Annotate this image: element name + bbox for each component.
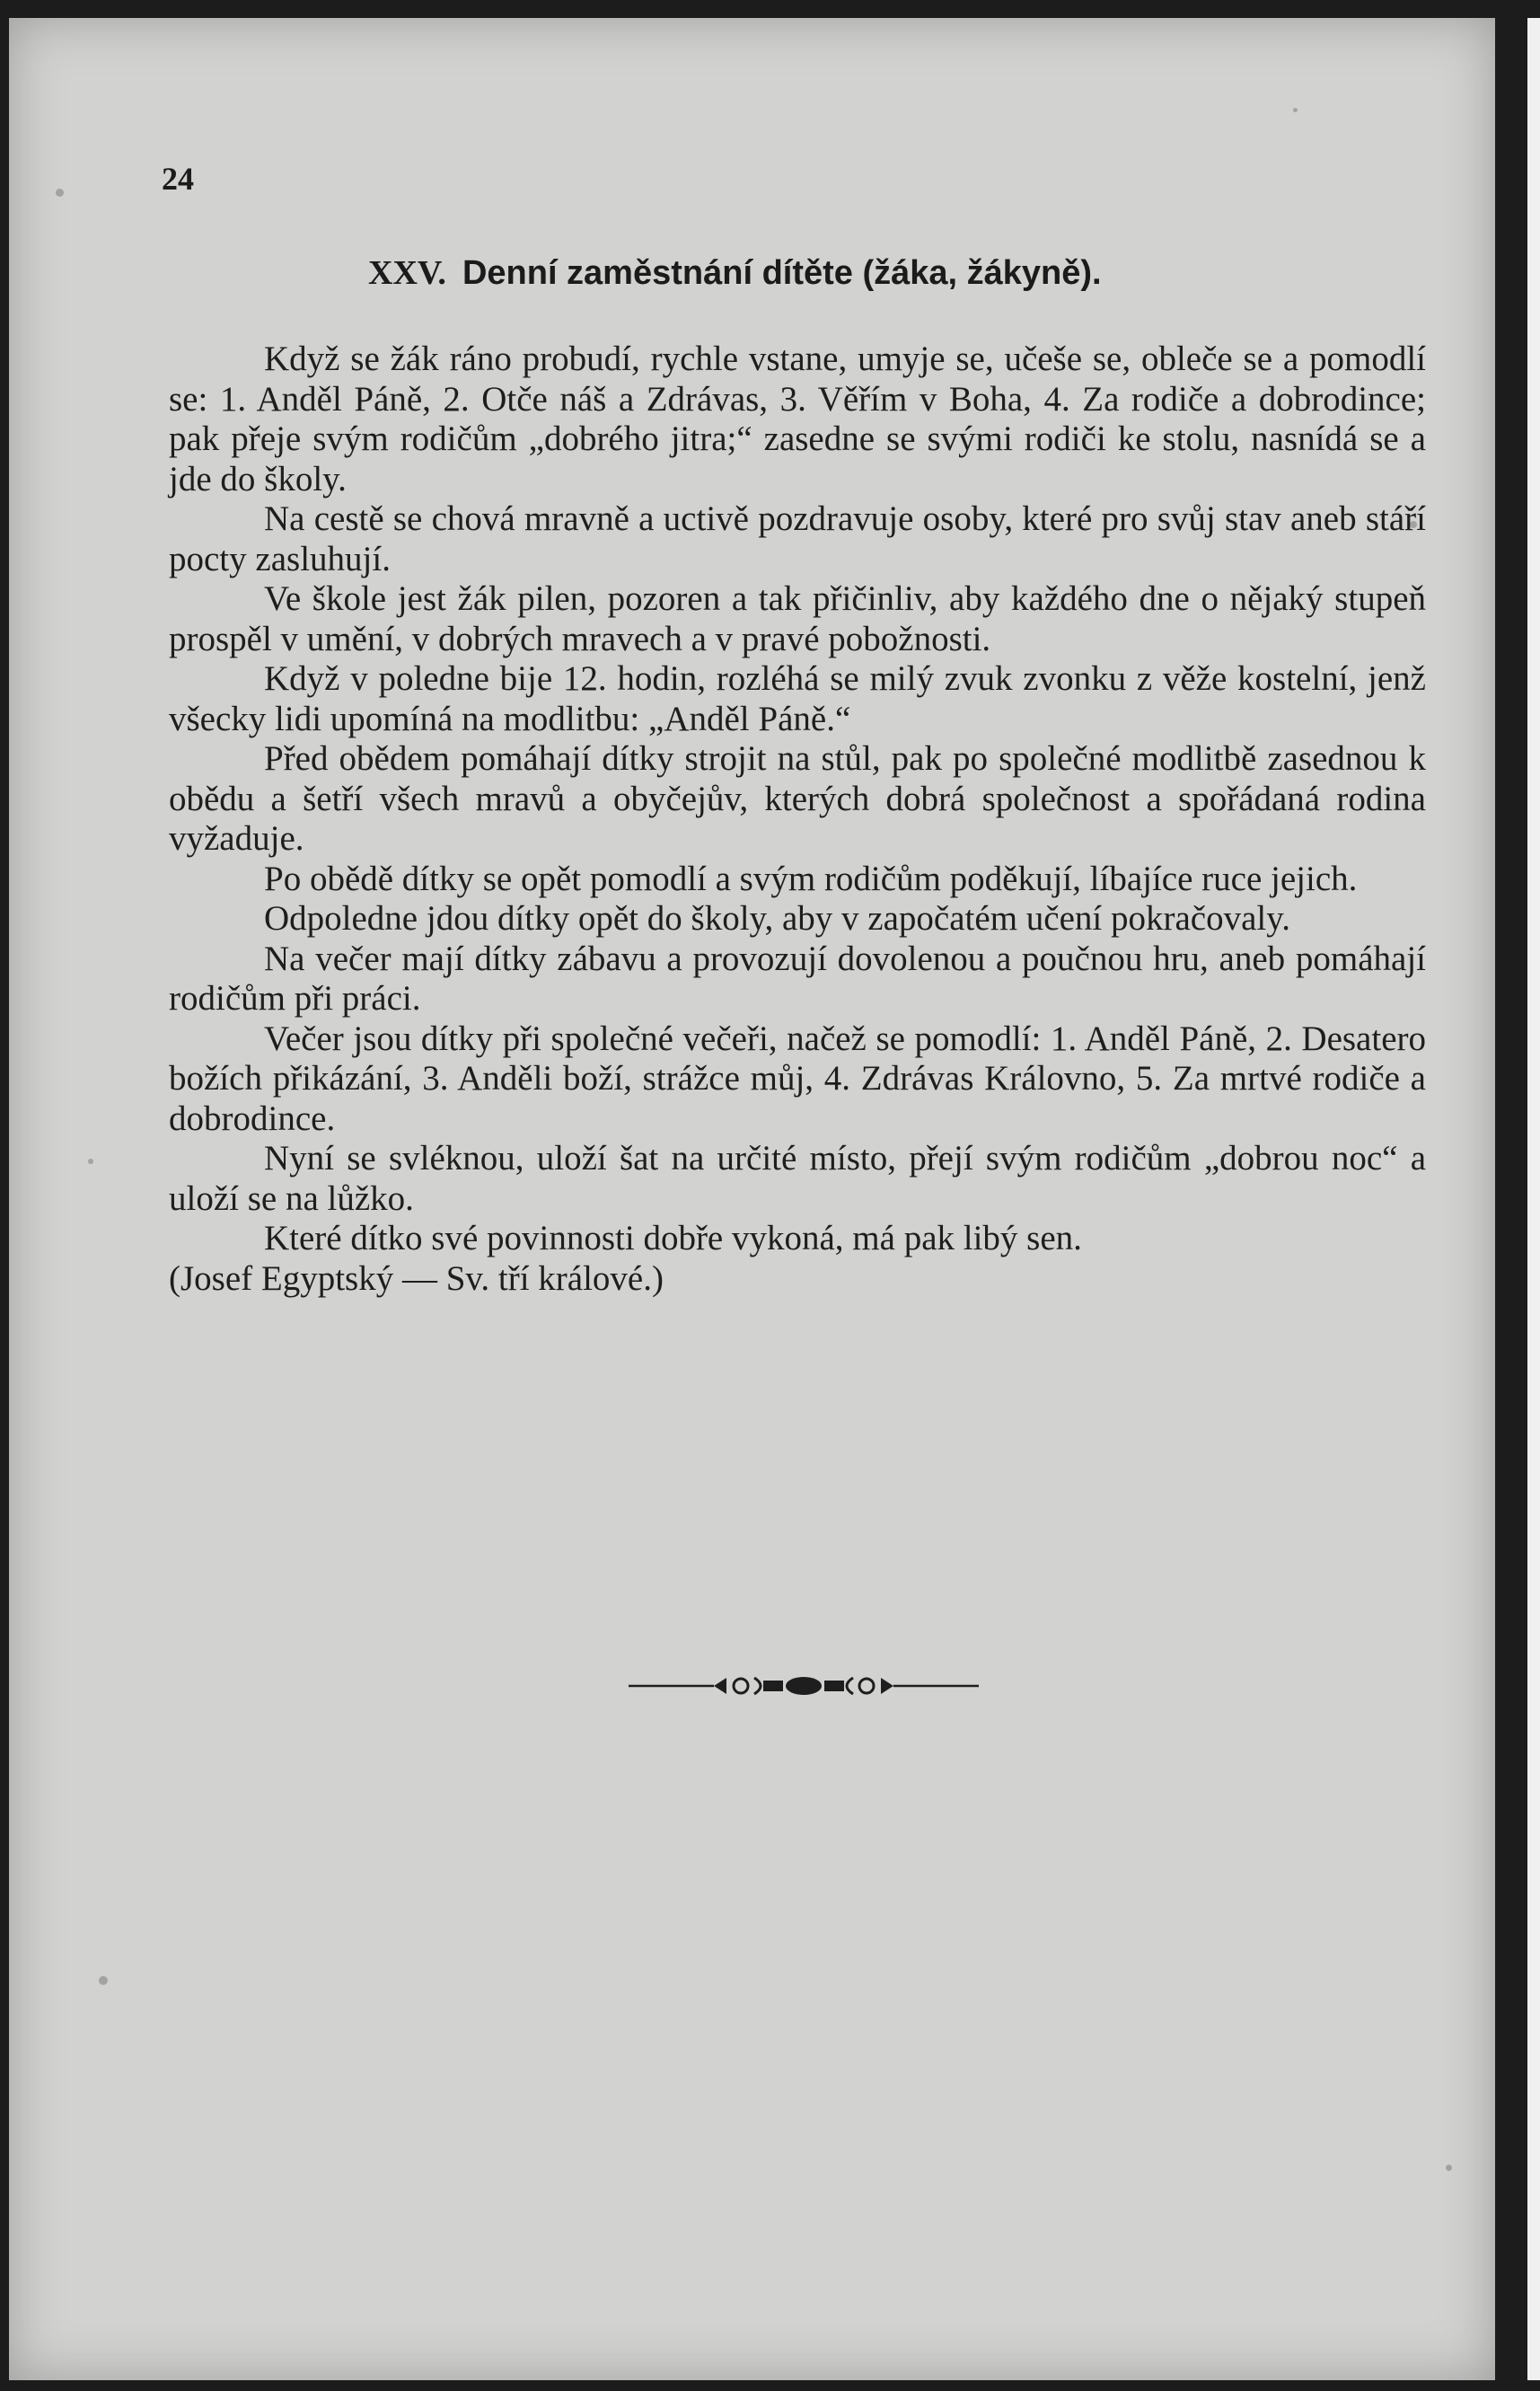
section-number: XXV. [368, 254, 446, 292]
paragraph: Večer jsou dítky při společné večeři, načež se pomodlí: 1. Anděl Páně, 2. Desatero božích přikázání, 3. Anděli boží, strážce můj, 4. Zdrávas Královno, 5. Za mrtvé rodiče a dobrodince. [169, 1019, 1426, 1138]
paragraph: Které dítko své povinnosti dobře vykoná, má pak libý sen. [264, 1219, 1082, 1257]
paragraph: Když se žák ráno probudí, rychle vstane, umyje se, učeše se, obleče se a pomodlí se: 1. Anděl Páně, 2. Otče náš a Zdrávas, 3. Věřím v Boha, 4. Za rodiče a dobrodince; pak přeje svým rodičům „dobrého jitra;“ zasedne se svými rodiči ke stolu, nasnídá se a jde do školy. [169, 340, 1426, 498]
section-heading [368, 253, 1102, 293]
paragraph: Po obědě dítky se opět pomodlí a svým rodičům poděkují, líbajíce ruce jejich. [264, 859, 1358, 898]
paragraph: Před obědem pomáhají dítky strojit na stůl, pak po společné modlitbě zasednou k obědu a šetří všech mravů a obyčejův, kterých dobrá společnost a spořádaná rodina vyžaduje. [169, 739, 1426, 858]
section-title: Denní zaměstnání dítěte (žáka, žákyně). [462, 254, 1102, 292]
paragraph: Ve škole jest žák pilen, pozoren a tak přičinliv, aby každého dne o nějaký stupeň prospěl v umění, v dobrých mravech a v pravé pobožnosti. [169, 579, 1426, 658]
paragraph: Když v poledne bije 12. hodin, rozléhá se milý zvuk zvonku z věže kostelní, jenž všecky lidi upomíná na modlitbu: „Anděl Páně.“ [169, 659, 1426, 738]
scan-edge [1527, 18, 1540, 2380]
paragraph: Odpoledne jdou dítky opět do školy, aby v započatém učení pokračovaly. [264, 899, 1290, 938]
paragraph: Nyní se svléknou, uloží šat na určité místo, přejí svým rodičům „dobrou noc“ a uloží se na lůžko. [169, 1139, 1426, 1218]
paragraph: Na cestě se chová mravně a uctivě pozdravuje osoby, které pro svůj stav aneb stáří pocty zasluhují. [169, 499, 1426, 578]
printer-ornament-divider-icon [629, 1671, 979, 1701]
body-text [169, 340, 1426, 1299]
paragraph: Na večer mají dítky zábavu a provozují dovolenou a poučnou hru, aneb pomáhají rodičům při práci. [169, 939, 1426, 1018]
page-number: 24 [162, 161, 194, 197]
source-attribution: (Josef Egyptský — Sv. tří králové.) [169, 1258, 664, 1298]
